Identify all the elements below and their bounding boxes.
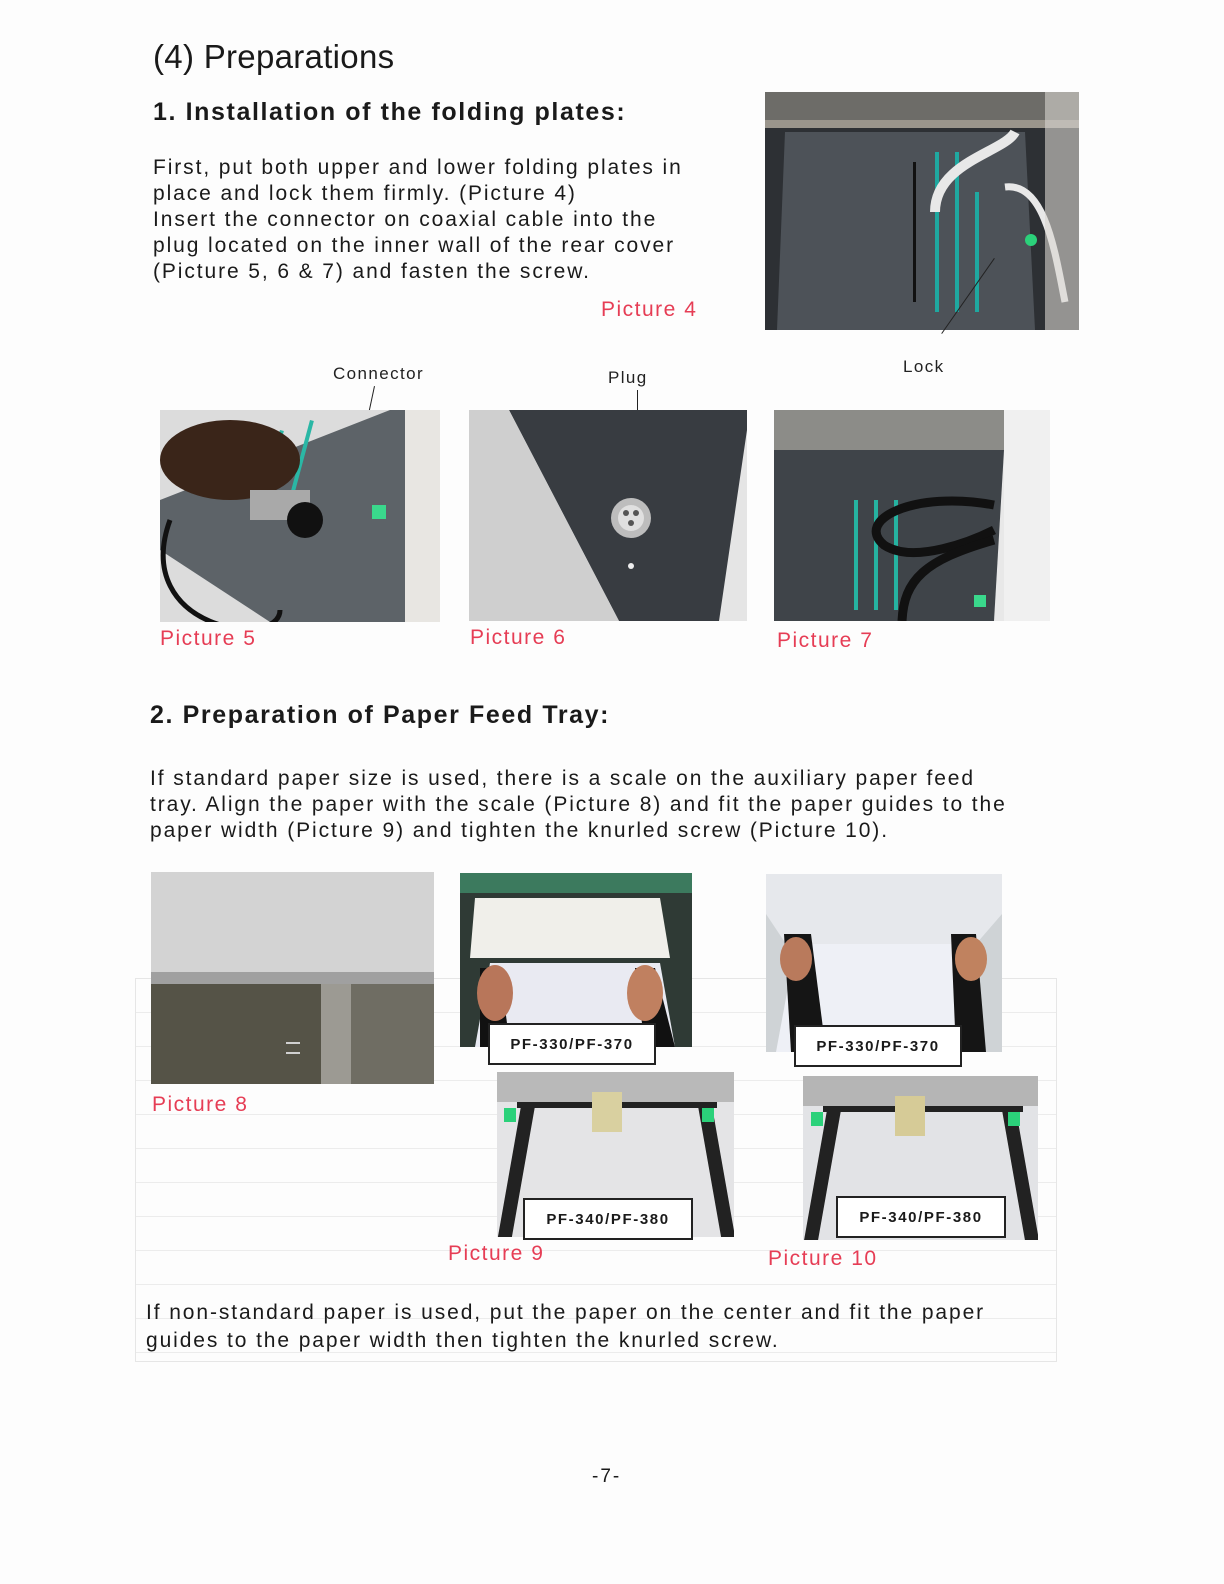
picture4-photo (765, 92, 1079, 330)
section2-paragraph (150, 766, 1090, 844)
text-line: place and lock them firmly. (Picture 4) (153, 182, 577, 205)
closing-paragraph (146, 1299, 1096, 1355)
model-label-box: PF-340/PF-380 (523, 1198, 693, 1240)
model-label-box: PF-330/PF-370 (488, 1023, 656, 1065)
section-heading-paper-feed-tray: 2. Preparation of Paper Feed Tray: (150, 701, 611, 729)
plug-label: Plug (608, 368, 648, 387)
text-line: plug located on the inner wall of the rear cover (153, 234, 675, 257)
model-label-box: PF-330/PF-370 (794, 1025, 962, 1067)
picture8-caption: Picture 8 (152, 1093, 249, 1116)
picture7-photo (774, 410, 1050, 621)
picture10-caption: Picture 10 (768, 1247, 878, 1270)
text-line: guides to the paper width then tighten the knurled screw. (146, 1329, 780, 1352)
connector-label: Connector (333, 364, 425, 383)
text-line: If standard paper size is used, there is a scale on the auxiliary paper feed (150, 767, 975, 790)
picture6-photo (469, 410, 747, 621)
picture4-caption: Picture 4 (601, 298, 698, 321)
text-line: tray. Align the paper with the scale (Picture 8) and fit the paper guides to the (150, 793, 1007, 816)
picture5-caption: Picture 5 (160, 627, 257, 650)
section1-paragraph (153, 155, 753, 285)
picture6-caption: Picture 6 (470, 626, 567, 649)
text-line: Insert the connector on coaxial cable into the (153, 208, 658, 231)
section-heading-folding-plates: 1. Installation of the folding plates: (153, 98, 627, 126)
page-title: (4) Preparations (153, 38, 395, 75)
text-line: (Picture 5, 6 & 7) and fasten the screw. (153, 260, 591, 283)
picture9-top-photo (460, 873, 692, 1047)
bleed-through-heading (990, 30, 1000, 72)
page-number: -7- (592, 1466, 622, 1487)
picture9-caption: Picture 9 (448, 1242, 545, 1265)
text-line: paper width (Picture 9) and tighten the knurled screw (Picture 10). (150, 819, 889, 842)
model-label-box: PF-340/PF-380 (836, 1196, 1006, 1238)
text-line: First, put both upper and lower folding plates in (153, 156, 683, 179)
picture7-caption: Picture 7 (777, 629, 874, 652)
picture8-photo (151, 872, 434, 1084)
text-line: If non-standard paper is used, put the paper on the center and fit the paper (146, 1301, 986, 1324)
lock-label: Lock (903, 357, 945, 376)
picture5-photo (160, 410, 440, 622)
